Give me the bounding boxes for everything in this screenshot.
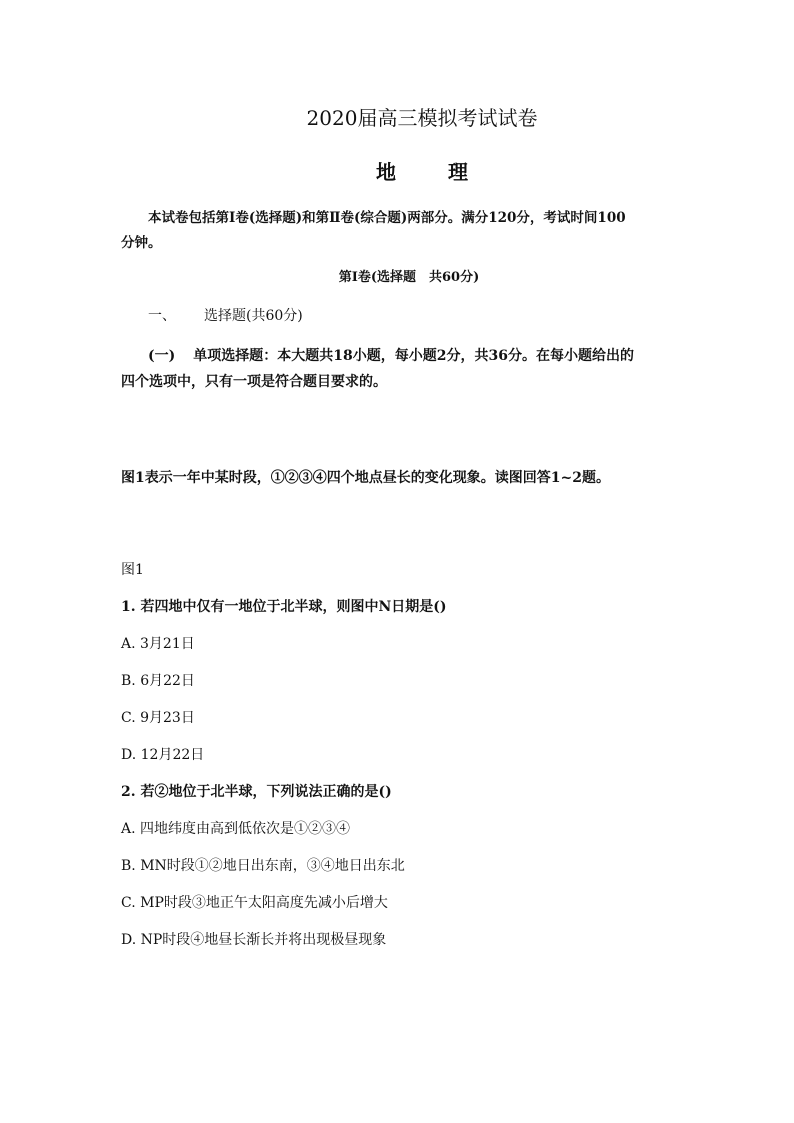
subsection-line-2: 四个选项中，只有一项是符合题目要求的。 xyxy=(121,374,387,390)
figure-intro: 图1表示一年中某时段，①②③④四个地点昼长的变化现象。读图回答1~2题。 xyxy=(121,470,610,486)
subject-char-right: 理 xyxy=(448,160,468,184)
section-heading: 第Ⅰ卷(选择题 共60分) xyxy=(338,270,480,285)
part-number: 一、 xyxy=(148,308,176,324)
subject-heading xyxy=(0,158,794,186)
figure-label: 图1 xyxy=(121,562,144,578)
subsection-desc: 单项选择题：本大题共18小题，每小题2分，共36分。在每小题给出的 xyxy=(193,348,634,364)
part-heading xyxy=(148,306,303,326)
question-1-option-b: B. 6月22日 xyxy=(121,673,195,689)
question-1-option-c: C. 9月23日 xyxy=(121,710,195,726)
question-1-option-a: A. 3月21日 xyxy=(121,636,195,652)
subject-char-left: 地 xyxy=(376,160,396,184)
exam-title: 2020届高三模拟考试试卷 xyxy=(306,106,538,130)
question-2-option-c: C. MP时段③地正午太阳高度先减小后增大 xyxy=(121,895,388,911)
question-2-option-a: A. 四地纬度由高到低依次是①②③④ xyxy=(121,821,351,837)
intro-line-1: 本试卷包括第Ⅰ卷(选择题)和第Ⅱ卷(综合题)两部分。满分120分，考试时间100 xyxy=(148,210,626,226)
question-2-option-d: D. NP时段④地昼长渐长并将出现极昼现象 xyxy=(121,932,387,948)
intro-line-2: 分钟。 xyxy=(121,235,162,251)
question-1-stem: 1. 若四地中仅有一地位于北半球，则图中N日期是() xyxy=(121,599,447,615)
subsection-number: (一) xyxy=(148,348,176,364)
question-2-stem: 2. 若②地位于北半球，下列说法正确的是() xyxy=(121,784,392,800)
subsection-line-1 xyxy=(148,346,634,366)
question-2-option-b: B. MN时段①②地日出东南，③④地日出东北 xyxy=(121,858,405,874)
part-title: 选择题(共60分) xyxy=(204,308,303,324)
question-1-option-d: D. 12月22日 xyxy=(121,747,205,763)
